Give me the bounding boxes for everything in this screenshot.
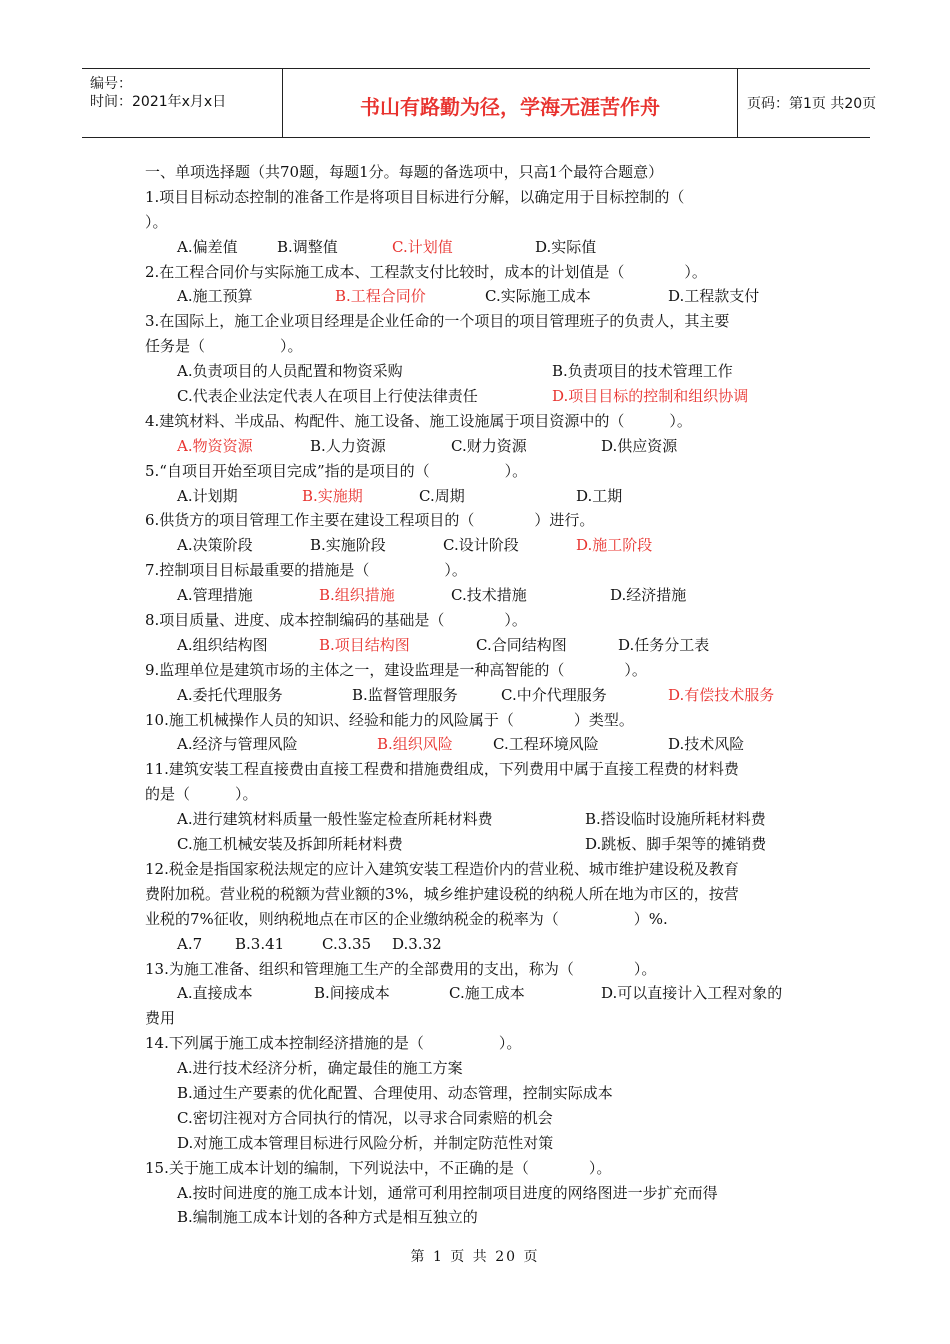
question-12-line-1: 12.税金是指国家税法规定的应计入建筑安装工程造价内的营业税、城市维护建设税及教育 [145, 859, 739, 878]
q13-option-d-continued: 费用 [145, 1009, 176, 1028]
q6-option-c: C.设计阶段 [443, 536, 519, 555]
question-4-options [145, 434, 810, 459]
q10-option-c: C.工程环境风险 [493, 735, 599, 754]
q5-option-b: B.实施期 [302, 486, 363, 505]
question-list [145, 160, 810, 1230]
q4-option-a: A.物资资源 [177, 436, 253, 455]
q4-option-c: C.财力资源 [451, 436, 527, 455]
q12-option-a: A.7 [177, 934, 203, 953]
q7-option-d: D.经济措施 [610, 586, 687, 605]
question-2-options [145, 284, 810, 309]
q9-option-c: C.中介代理服务 [501, 685, 607, 704]
question-8-options [145, 633, 810, 658]
q4-option-d: D.供应资源 [601, 436, 678, 455]
q5-option-c: C.周期 [419, 486, 465, 505]
q12-option-b: B.3.41 [235, 934, 285, 953]
header-right-cell [737, 69, 877, 137]
page-header [82, 68, 877, 138]
q7-option-a: A.管理措施 [177, 586, 253, 605]
q14-option-d: D.对施工成本管理目标进行风险分析，并制定防范性对策 [177, 1133, 554, 1152]
q3-option-a: A.负责项目的人员配置和物资采购 [177, 362, 403, 381]
question-12-line-2: 费附加税。营业税的税额为营业额的3%，城乡维护建设税的纳税人所在地为市区的，按营 [145, 884, 739, 903]
q2-option-b: B.工程合同价 [335, 287, 426, 306]
q3-option-b: B.负责项目的技术管理工作 [552, 362, 733, 381]
q13-option-d: D.可以直接计入工程对象的 [601, 984, 783, 1003]
q5-option-d: D.工期 [576, 486, 623, 505]
q1-option-d: D.实际值 [535, 237, 597, 256]
q9-option-a: A.委托代理服务 [177, 685, 283, 704]
question-5-options [145, 484, 810, 509]
q14-option-c: C.密切注视对方合同执行的情况，以寻求合同索赔的机会 [177, 1108, 553, 1127]
q5-option-a: A.计划期 [177, 486, 238, 505]
question-5-line-1: 5.“自项目开始至项目完成”指的是项目的（ ）。 [145, 461, 528, 480]
question-11-options-cd [145, 832, 810, 857]
question-1-line-2: ）。 [145, 212, 168, 231]
q10-option-b: B.组织风险 [377, 735, 453, 754]
q6-option-d: D.施工阶段 [576, 536, 653, 555]
question-1-options [145, 235, 810, 260]
question-4-line-1: 4.建筑材料、半成品、构配件、施工设备、施工设施属于项目资源中的（ ）。 [145, 411, 692, 430]
question-10-options [145, 732, 810, 757]
q1-option-a: A.偏差值 [177, 237, 238, 256]
question-15-line-1: 15.关于施工成本计划的编制，下列说法中，不正确的是（ ）。 [145, 1158, 612, 1177]
q13-option-c: C.施工成本 [449, 984, 525, 1003]
q7-option-b: B.组织措施 [319, 586, 395, 605]
q14-option-b: B.通过生产要素的优化配置、合理使用、动态管理，控制实际成本 [177, 1083, 613, 1102]
q11-option-c: C.施工机械安装及拆卸所耗材料费 [177, 835, 403, 854]
question-6-options [145, 533, 810, 558]
q10-option-a: A.经济与管理风险 [177, 735, 298, 754]
q3-option-c: C.代表企业法定代表人在项目上行使法律责任 [177, 387, 478, 406]
q3-option-d: D.项目目标的控制和组织协调 [552, 387, 749, 406]
question-12-line-3: 业税的7%征收，则纳税地点在市区的企业缴纳税金的税率为（ ）%. [145, 909, 668, 928]
doc-number-label: 编号： [90, 76, 132, 92]
q9-option-b: B.监督管理服务 [352, 685, 458, 704]
q10-option-d: D.技术风险 [668, 735, 745, 754]
q2-option-a: A.施工预算 [177, 287, 253, 306]
question-9-options [145, 683, 810, 708]
q8-option-c: C.合同结构图 [476, 635, 567, 654]
header-motto: 书山有路勤为径，学海无涯苦作舟 [360, 95, 660, 119]
q6-option-a: A.决策阶段 [177, 536, 253, 555]
q12-option-d: D.3.32 [392, 934, 442, 953]
question-12-options [145, 932, 810, 957]
question-7-line-1: 7.控制项目目标最重要的措施是（ ）。 [145, 561, 467, 580]
q2-option-d: D.工程款支付 [668, 287, 760, 306]
question-13-line-1: 13.为施工准备、组织和管理施工生产的全部费用的支出，称为（ ）。 [145, 959, 657, 978]
question-10-line-1: 10.施工机械操作人员的知识、经验和能力的风险属于（ ）类型。 [145, 710, 634, 729]
question-11-options-ab [145, 807, 810, 832]
question-1-line-1: 1.项目目标动态控制的准备工作是将项目目标进行分解，以确定用于目标控制的（ [145, 187, 685, 206]
q14-option-a: A.进行技术经济分析，确定最佳的施工方案 [177, 1059, 463, 1078]
q12-option-c: C.3.35 [322, 934, 372, 953]
q11-option-b: B.搭设临时设施所耗材料费 [585, 810, 766, 829]
question-3-line-2: 任务是（ ）。 [145, 337, 303, 356]
question-3-line-1: 3.在国际上，施工企业项目经理是企业任命的一个项目的项目管理班子的负责人，其主要 [145, 312, 730, 331]
header-left-cell [82, 69, 282, 137]
q6-option-b: B.实施阶段 [310, 536, 386, 555]
question-13-options [145, 981, 810, 1006]
q15-option-a: A.按时间进度的施工成本计划，通常可利用控制项目进度的网络图进一步扩充而得 [177, 1183, 718, 1202]
q13-option-b: B.间接成本 [314, 984, 390, 1003]
question-3-options-ab [145, 359, 810, 384]
question-6-line-1: 6.供货方的项目管理工作主要在建设工程项目的（ ）进行。 [145, 511, 595, 530]
header-center-cell [282, 69, 738, 137]
q1-option-b: B.调整值 [277, 237, 338, 256]
q2-option-c: C.实际施工成本 [485, 287, 591, 306]
header-page-label: 页码：第1页 共20页 [747, 96, 877, 112]
page-footer: 第 1 页 共 20 页 [410, 1249, 540, 1265]
section-intro: 一、单项选择题（共70题，每题1分。每题的备选项中，只高1个最符合题意） [145, 163, 664, 181]
q11-option-a: A.进行建筑材料质量一般性鉴定检查所耗材料费 [177, 810, 493, 829]
question-9-line-1: 9.监理单位是建筑市场的主体之一，建设监理是一种高智能的（ ）。 [145, 660, 647, 679]
question-2-line-1: 2.在工程合同价与实际施工成本、工程款支付比较时，成本的计划值是（ ）。 [145, 262, 707, 281]
q13-option-a: A.直接成本 [177, 984, 253, 1003]
question-8-line-1: 8.项目质量、进度、成本控制编码的基础是（ ）。 [145, 611, 527, 630]
q4-option-b: B.人力资源 [310, 436, 386, 455]
question-11-line-1: 11.建筑安装工程直接费由直接工程费和措施费组成，下列费用中属于直接工程费的材料费 [145, 760, 739, 779]
q9-option-d: D.有偿技术服务 [668, 685, 775, 704]
question-11-line-2: 的是（ ）。 [145, 785, 258, 804]
q8-option-d: D.任务分工表 [618, 635, 710, 654]
q11-option-d: D.跳板、脚手架等的摊销费 [585, 835, 767, 854]
question-14-line-1: 14.下列属于施工成本控制经济措施的是（ ）。 [145, 1034, 522, 1053]
q8-option-a: A.组织结构图 [177, 635, 268, 654]
question-3-options-cd [145, 384, 810, 409]
doc-date-label: 时间：2021年x月x日 [90, 94, 227, 110]
q15-option-b: B.编制施工成本计划的各种方式是相互独立的 [177, 1208, 478, 1227]
q7-option-c: C.技术措施 [451, 586, 527, 605]
q8-option-b: B.项目结构图 [319, 635, 410, 654]
question-7-options [145, 583, 810, 608]
q1-option-c: C.计划值 [392, 237, 453, 256]
